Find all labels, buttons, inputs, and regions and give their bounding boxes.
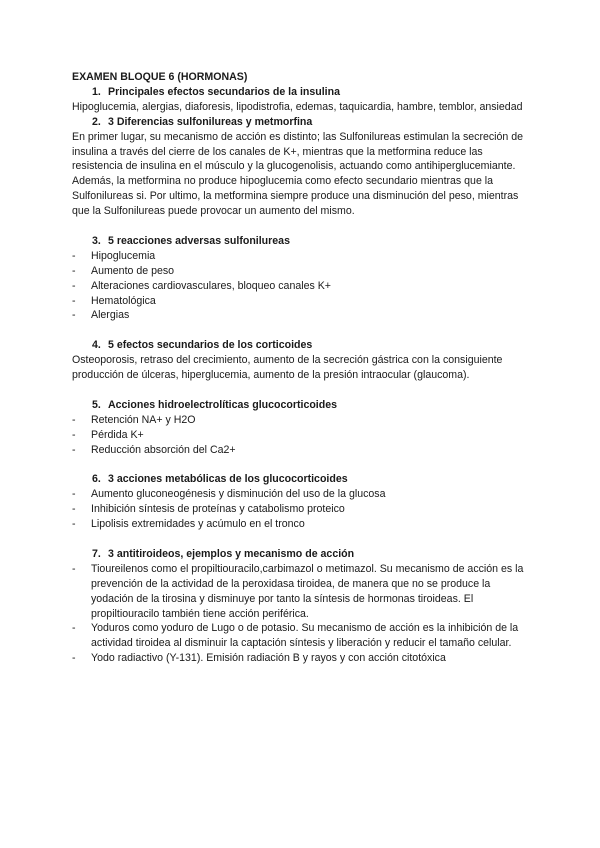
list-item — [72, 413, 532, 428]
section-heading — [72, 115, 532, 130]
section-7 — [72, 547, 532, 666]
list-item-text: Alteraciones cardiovasculares, bloqueo canales K+ — [91, 279, 331, 292]
list-dash: - — [72, 249, 76, 262]
bullet-list — [72, 562, 532, 666]
list-item — [72, 294, 532, 309]
section-heading-text: 5 efectos secundarios de los corticoides — [108, 339, 313, 352]
section-heading — [72, 234, 532, 249]
section-heading — [72, 85, 532, 100]
section-number: 7. — [92, 547, 101, 560]
paragraph: En primer lugar, su mecanismo de acción es distinto; las Sulfonilureas estimulan la secreción de insulina a través del cierre de los canales de K+, mientras que la metformina reduce las resistencia de insulina en el músculo y la glucogenolisis, actuando como antihiperglucemiante. — [72, 130, 524, 173]
list-dash: - — [72, 503, 76, 516]
list-dash: - — [72, 428, 76, 441]
section-heading-text: 3 antitiroideos, ejemplos y mecanismo de acción — [108, 547, 355, 560]
section-5 — [72, 398, 532, 458]
list-item-text: Aumento gluconeogénesis y disminución del uso de la glucosa — [91, 488, 386, 501]
section-heading — [72, 338, 532, 353]
list-item-text: Hipoglucemia — [91, 249, 156, 262]
list-dash: - — [72, 652, 76, 665]
section-2 — [72, 115, 532, 219]
list-item — [72, 264, 532, 279]
bullet-list — [72, 249, 532, 324]
list-item-text: Yoduros como yoduro de Lugo o de potasio. Su mecanismo de acción es la inhibición de la actividad tiroidea al disminuir la captación síntesis y liberación y reducir el tamaño celular. — [91, 622, 519, 650]
bullet-list — [72, 413, 532, 458]
paragraph: Además, la metformina no produce hipoglucemia como efecto secundario mientras que la Sulfonilureas si. Por ultimo, la metformina siempre produce una disminución del peso, mientras que la Sulfonilureas puede provocar un aumento del mismo. — [72, 175, 519, 218]
list-item — [72, 249, 532, 264]
list-dash: - — [72, 443, 76, 456]
list-item — [72, 621, 532, 651]
list-item — [72, 428, 532, 443]
list-dash: - — [72, 279, 76, 292]
section-number: 3. — [92, 234, 101, 247]
section-heading-text: Acciones hidroelectrolíticas glucocorticoides — [108, 398, 338, 411]
list-item-text: Retención NA+ y H2O — [91, 413, 196, 426]
bullet-list — [72, 487, 532, 532]
paragraph: Hipoglucemia, alergias, diaforesis, lipodistrofia, edemas, taquicardia, hambre, temblor, ansiedad — [72, 100, 523, 113]
list-item-text: Tioureilenos como el propiltiouracilo,carbimazol o metimazol. Su mecanismo de acción es la prevención de la actividad de la peroxidasa tiroidea, de manera que no se produce la yodación de la tirosina y disminuye por tanto la síntesis de hormonas tiroideas. El propiltiouracilo también tiene acción periférica. — [91, 562, 524, 620]
list-item-text: Aumento de peso — [91, 264, 175, 277]
list-dash: - — [72, 518, 76, 531]
list-dash: - — [72, 264, 76, 277]
list-item — [72, 279, 532, 294]
section-heading — [72, 472, 532, 487]
section-number: 5. — [92, 398, 101, 411]
list-item-text: Reducción absorción del Ca2+ — [91, 443, 236, 456]
list-item — [72, 308, 532, 323]
list-dash: - — [72, 294, 76, 307]
list-item-text: Lipolisis extremidades y acúmulo en el tronco — [91, 518, 305, 531]
list-dash: - — [72, 309, 76, 322]
list-item — [72, 562, 532, 622]
section-1 — [72, 85, 532, 115]
section-heading-text: 3 Diferencias sulfonilureas y metmorfina — [108, 115, 313, 128]
list-dash: - — [72, 562, 76, 575]
section-heading-text: 3 acciones metabólicas de los glucocorticoides — [108, 473, 348, 486]
section-heading-text: Principales efectos secundarios de la insulina — [108, 85, 340, 98]
list-item — [72, 487, 532, 502]
list-item-text: Hematológica — [91, 294, 156, 307]
paragraph: Osteoporosis, retraso del crecimiento, aumento de la secreción gástrica con la consiguiente producción de úlceras, hiperglucemia, aumento de la presión intraocular (glaucoma). — [72, 354, 503, 382]
list-dash: - — [72, 413, 76, 426]
section-heading — [72, 398, 532, 413]
section-number: 1. — [92, 85, 101, 98]
section-heading — [72, 547, 532, 562]
section-number: 2. — [92, 115, 101, 128]
list-item — [72, 651, 532, 666]
section-number: 6. — [92, 473, 101, 486]
section-number: 4. — [92, 339, 101, 352]
list-item-text: Inhibición síntesis de proteínas y catabolismo proteico — [91, 503, 345, 516]
document-page — [72, 70, 532, 666]
list-dash: - — [72, 622, 76, 635]
section-4 — [72, 338, 532, 383]
list-item-text: Pérdida K+ — [91, 428, 144, 441]
list-item — [72, 517, 532, 532]
section-6 — [72, 472, 532, 532]
section-3 — [72, 234, 532, 323]
section-heading-text: 5 reacciones adversas sulfonilureas — [108, 234, 290, 247]
list-item — [72, 502, 532, 517]
list-item-text: Alergias — [91, 309, 130, 322]
list-dash: - — [72, 488, 76, 501]
document-title: EXAMEN BLOQUE 6 (HORMONAS) — [72, 71, 248, 83]
list-item-text: Yodo radiactivo (Y-131). Emisión radiación B y rayos y con acción citotóxica — [91, 652, 446, 665]
list-item — [72, 443, 532, 458]
